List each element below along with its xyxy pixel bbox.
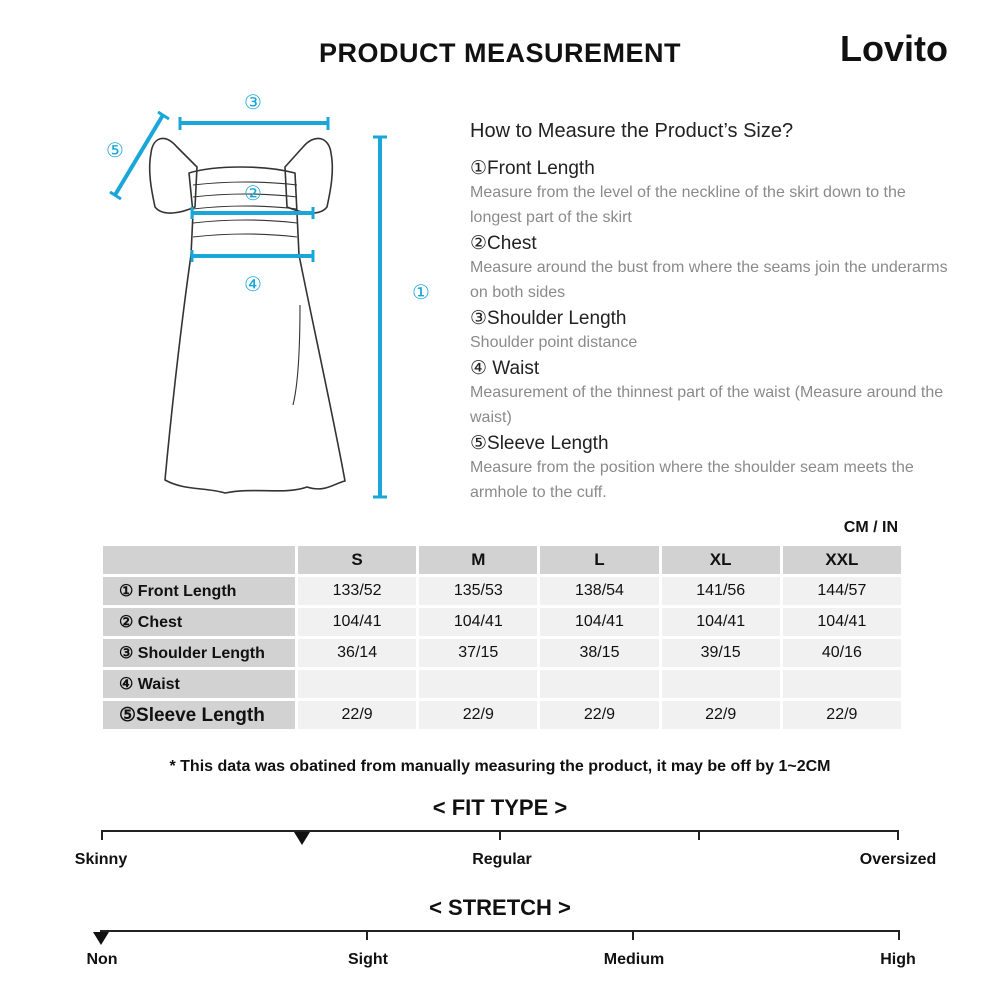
brand-logo: Lovito <box>840 28 948 69</box>
size-header-cell: XXL <box>783 546 901 574</box>
table-cell: 22/9 <box>540 701 658 729</box>
howto-item <box>470 232 960 305</box>
marker-chest: ② <box>244 181 262 205</box>
size-header-cell: S <box>298 546 416 574</box>
fit-type-label: Oversized <box>859 851 937 868</box>
howto-item-desc: Measure around the bust from where the seams join the underarms on both sides <box>470 259 948 301</box>
table-row <box>103 701 901 729</box>
table-cell: 141/56 <box>662 577 780 605</box>
howto-item-title: ④ Waist <box>470 358 540 379</box>
size-header-cell: XL <box>662 546 780 574</box>
table-cell: 22/9 <box>419 701 537 729</box>
table-cell <box>662 670 780 698</box>
table-cell: 104/41 <box>540 608 658 636</box>
table-cell: 36/14 <box>298 639 416 667</box>
table-cell <box>783 670 901 698</box>
table-cell <box>298 670 416 698</box>
size-table <box>100 543 904 732</box>
stretch-label: Sight <box>348 951 388 968</box>
dress-measurement-diagram <box>95 85 445 505</box>
stretch-scale <box>86 930 916 980</box>
fit-type-marker-icon <box>294 832 310 845</box>
size-header-row <box>103 546 901 574</box>
table-cell: 39/15 <box>662 639 780 667</box>
table-cell: 144/57 <box>783 577 901 605</box>
howto-item-desc: Shoulder point distance <box>470 334 638 351</box>
page-title: PRODUCT MEASUREMENT <box>318 38 681 68</box>
stretch-tick <box>366 930 368 940</box>
stretch-line <box>100 930 900 932</box>
marker-shoulder: ③ <box>244 90 262 114</box>
stretch-marker-icon <box>93 932 109 945</box>
howto-heading: How to Measure the Product’s Size? <box>470 120 794 142</box>
howto-item-title: ⑤Sleeve Length <box>470 433 609 454</box>
table-cell: 22/9 <box>662 701 780 729</box>
howto-item-desc: Measurement of the thinnest part of the waist (Measure around the waist) <box>470 384 944 426</box>
size-header-blank <box>103 546 295 574</box>
stretch-tick <box>632 930 634 940</box>
howto-item-title: ③Shoulder Length <box>470 308 627 329</box>
table-cell: 38/15 <box>540 639 658 667</box>
howto-item <box>470 357 960 430</box>
table-cell: 37/15 <box>419 639 537 667</box>
row-label: ① Front Length <box>103 577 295 605</box>
measurement-lines <box>110 112 387 497</box>
fit-type-scale <box>74 830 937 880</box>
table-cell: 104/41 <box>662 608 780 636</box>
table-row <box>103 608 901 636</box>
table-cell: 22/9 <box>783 701 901 729</box>
stretch-label: Non <box>86 951 118 968</box>
table-row <box>103 577 901 605</box>
fit-type-title: < FIT TYPE > <box>432 795 568 820</box>
howto-item <box>470 432 960 505</box>
marker-waist: ④ <box>244 272 262 296</box>
marker-front-length: ① <box>412 280 430 304</box>
size-header-cell: M <box>419 546 537 574</box>
howto-list <box>470 155 960 505</box>
howto-item-desc: Measure from the position where the shoulder seam meets the armhole to the cuff. <box>470 459 914 501</box>
table-cell <box>540 670 658 698</box>
measurement-note: * This data was obatined from manually measuring the product, it may be off by 1~2CM <box>169 758 831 775</box>
stretch-title: < STRETCH > <box>429 895 571 920</box>
row-label: ② Chest <box>103 608 295 636</box>
stretch-label: Medium <box>603 951 665 968</box>
table-cell: 104/41 <box>783 608 901 636</box>
howto-item <box>470 307 960 355</box>
howto-item-title: ①Front Length <box>470 158 595 179</box>
stretch-tick <box>898 930 900 940</box>
table-cell: 135/53 <box>419 577 537 605</box>
table-cell: 40/16 <box>783 639 901 667</box>
howto-item-desc: Measure from the level of the neckline of the skirt down to the longest part of the skirt <box>470 184 906 226</box>
fit-type-tick <box>101 830 103 840</box>
size-header-cell: L <box>540 546 658 574</box>
row-label: ④ Waist <box>103 670 295 698</box>
howto-item <box>470 157 960 230</box>
fit-type-label: Regular <box>472 851 532 868</box>
table-cell: 104/41 <box>419 608 537 636</box>
fit-type-label: Skinny <box>74 851 128 868</box>
fit-type-tick <box>698 830 700 840</box>
table-row <box>103 670 901 698</box>
table-row <box>103 639 901 667</box>
row-label: ⑤Sleeve Length <box>103 701 295 729</box>
table-cell <box>419 670 537 698</box>
row-label: ③ Shoulder Length <box>103 639 295 667</box>
table-cell: 138/54 <box>540 577 658 605</box>
marker-sleeve: ⑤ <box>106 138 124 162</box>
howto-item-title: ②Chest <box>470 233 537 254</box>
stretch-label: High <box>880 951 916 968</box>
fit-type-tick <box>499 830 501 840</box>
units-label: CM / IN <box>843 519 898 536</box>
table-cell: 104/41 <box>298 608 416 636</box>
fit-type-tick <box>897 830 899 840</box>
table-cell: 22/9 <box>298 701 416 729</box>
table-cell: 133/52 <box>298 577 416 605</box>
